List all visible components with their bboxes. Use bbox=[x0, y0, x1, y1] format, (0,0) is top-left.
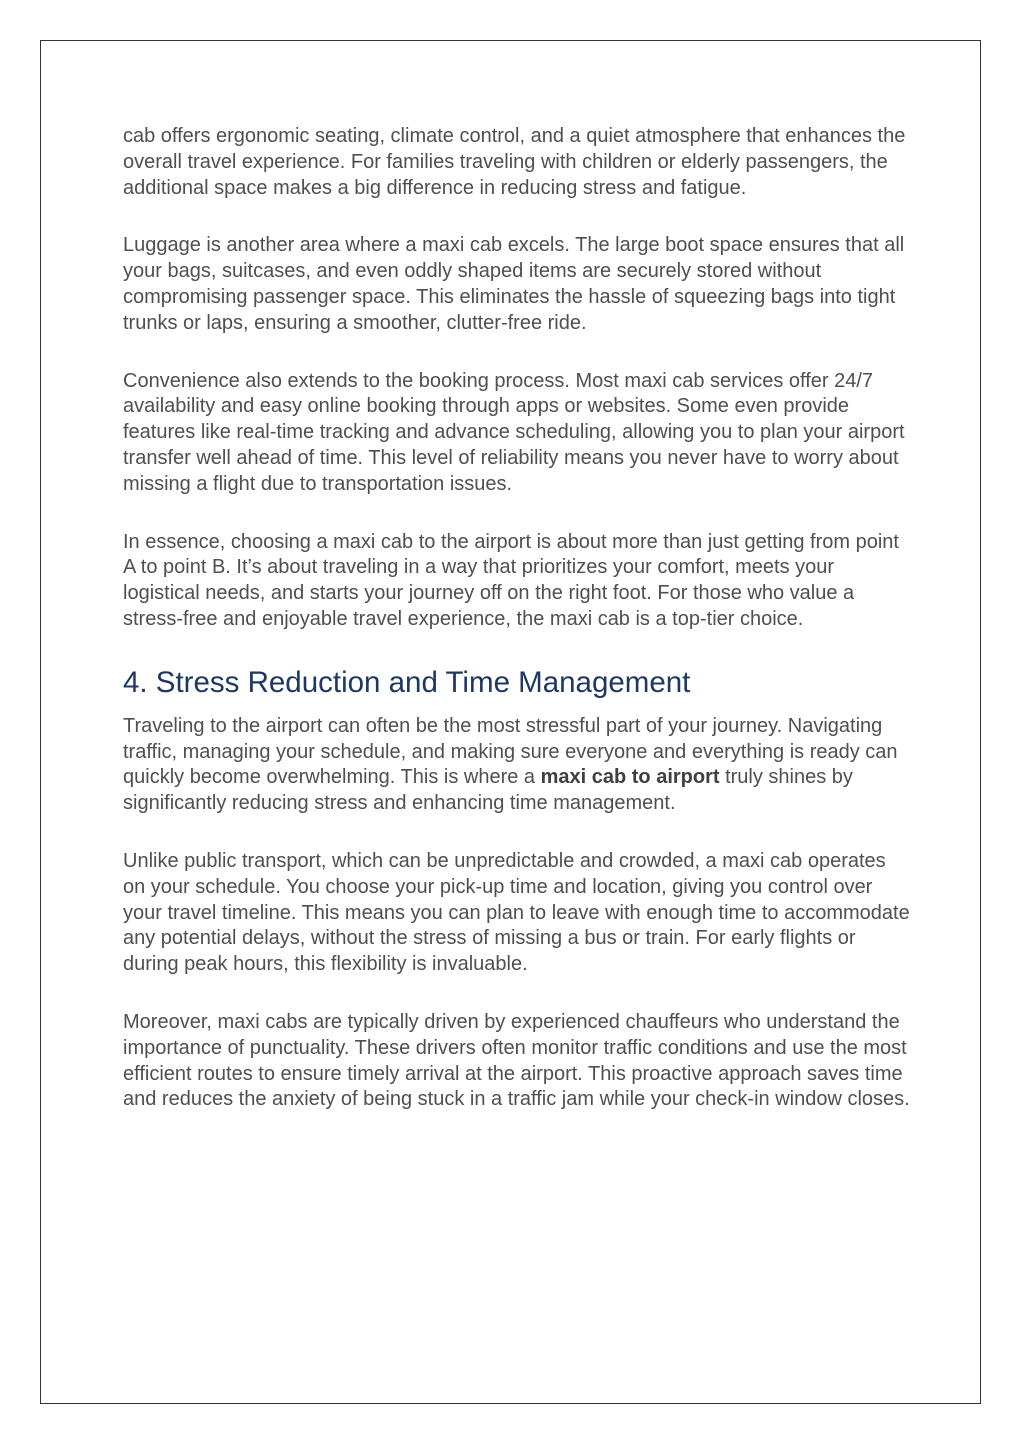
paragraph: In essence, choosing a maxi cab to the airport is about more than just getting from point A to point B. It’s about traveling in a way that prioritizes your comfort, meets your logistical needs, and starts your journey off on the right foot. For those who value a stress-free and enjoyable travel experience, the maxi cab is a top-tier choice. bbox=[123, 530, 899, 630]
section-heading: 4. Stress Reduction and Time Management bbox=[123, 665, 691, 699]
intro-text-before: Traveling to the airport can often be the most stressful part of your journey. Navigating traffic, managing your schedule, and making sure everyone and everything is ready can quickly become overwhelming. This is where a bbox=[123, 714, 898, 789]
intro-text-after: truly shines by significantly reducing stress and enhancing time management. bbox=[123, 766, 853, 815]
paragraph: Luggage is another area where a maxi cab excels. The large boot space ensures that all your bags, suitcases, and even oddly shaped items are securely stored without compromising passenger space. This eliminates the hassle of squeezing bags into tight trunks or laps, ensuring a smoother, clutter-free ride. bbox=[123, 234, 905, 334]
section-intro-paragraph bbox=[123, 714, 913, 817]
keyword-bold: maxi cab to airport bbox=[540, 766, 720, 789]
paragraph: Convenience also extends to the booking process. Most maxi cab services offer 24/7 availability and easy online booking through apps or websites. Some even provide features like real-time tracking and advance scheduling, allowing you to plan your airport transfer well ahead of time. This level of reliability means you never have to worry about missing a flight due to transportation issues. bbox=[123, 369, 905, 495]
paragraph: Unlike public transport, which can be unpredictable and crowded, a maxi cab operates on your schedule. You choose your pick-up time and location, giving you control over your travel timeline. This means you can plan to leave with enough time to accommodate any potential delays, without the stress of missing a bus or train. For early flights or during peak hours, this flexibility is invaluable. bbox=[123, 849, 910, 976]
paragraph: Moreover, maxi cabs are typically driven by experienced chauffeurs who understand the importance of punctuality. These drivers often monitor traffic conditions and use the most efficient routes to ensure timely arrival at the airport. This proactive approach saves time and reduces the anxiety of being stuck in a traffic jam while your check-in window closes. bbox=[123, 1010, 910, 1111]
document-body bbox=[123, 124, 913, 1145]
paragraph: cab offers ergonomic seating, climate control, and a quiet atmosphere that enhances the overall travel experience. For families traveling with children or elderly passengers, the additional space makes a big difference in reducing stress and fatigue. bbox=[123, 125, 906, 199]
